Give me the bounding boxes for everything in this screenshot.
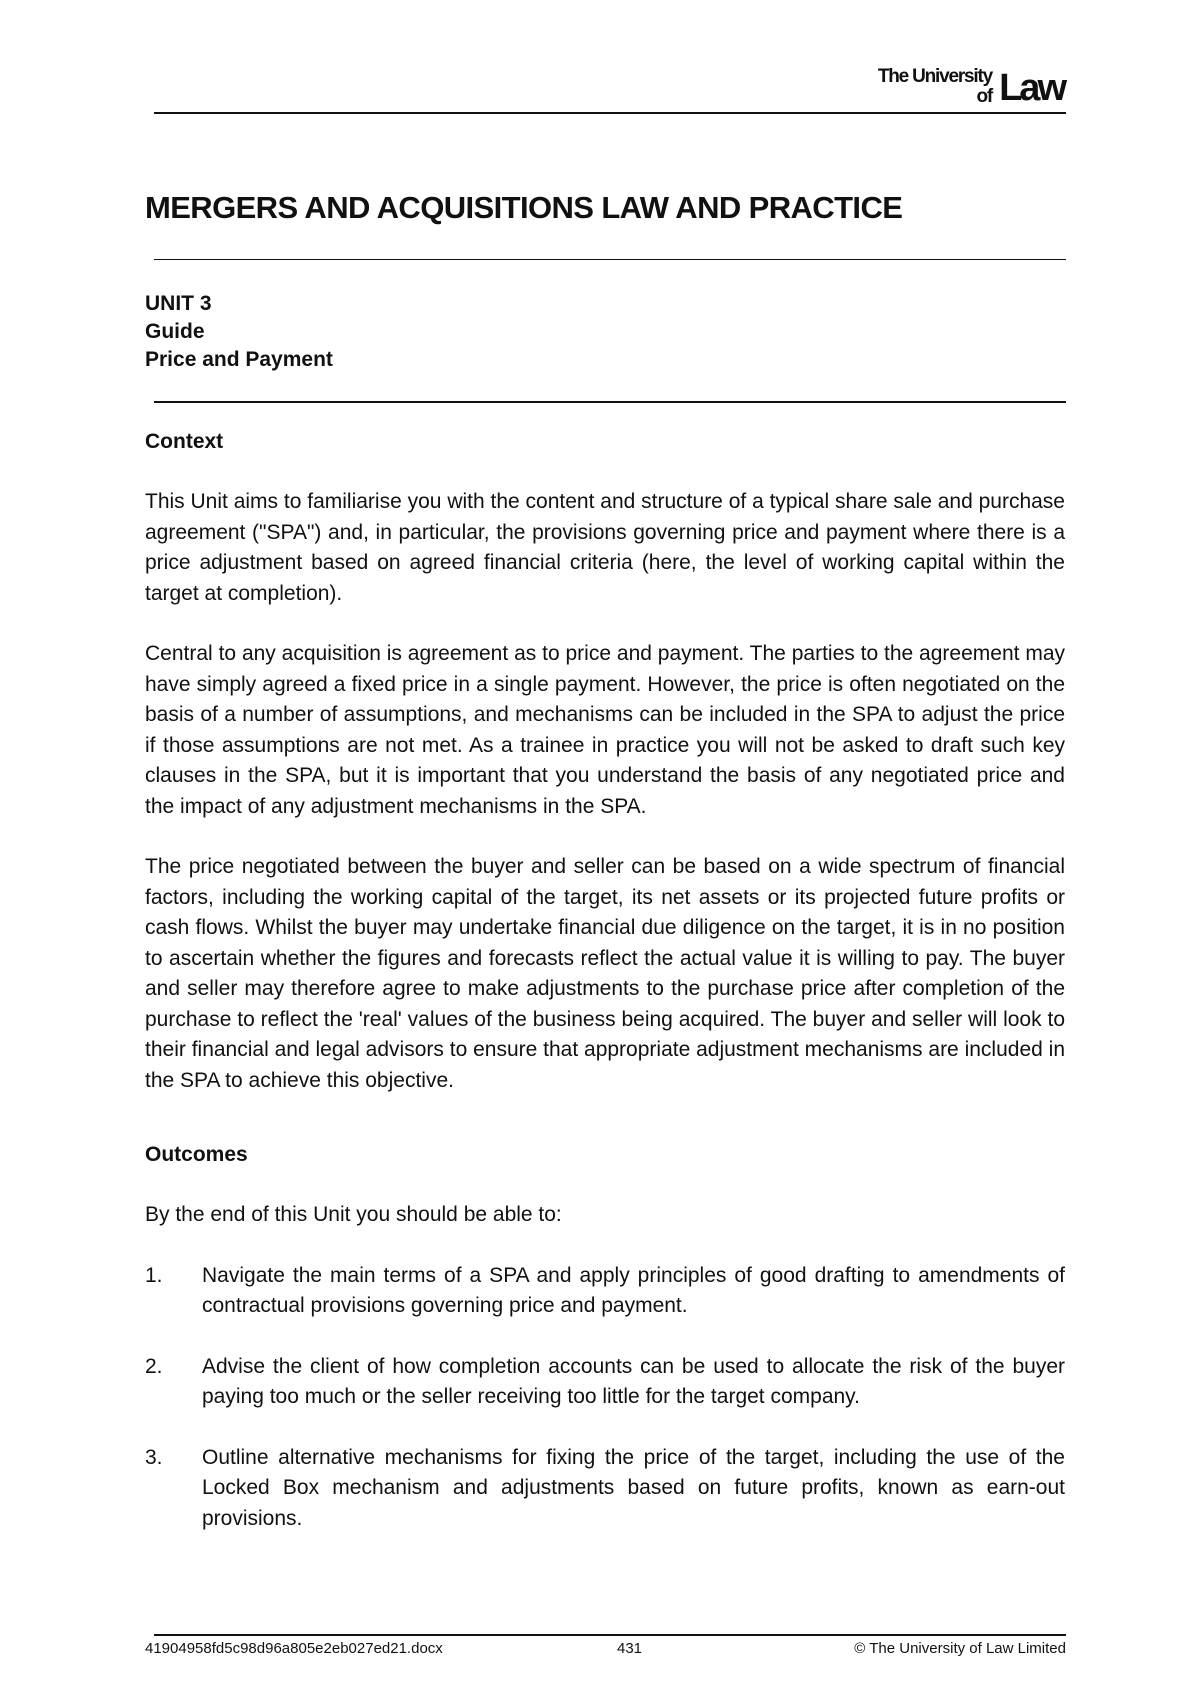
- footer-page-number: 431: [617, 1640, 643, 1657]
- list-item: [145, 1261, 1065, 1322]
- footer-filename: 41904958fd5c98d96a805e2eb027ed21.docx: [145, 1640, 443, 1657]
- header-divider: [154, 112, 1066, 114]
- list-item-text: Outline alternative mechanisms for fixing the price of the target, including the use of the Locked Box mechanism and adjustments based on future profits, known as earn-out provisions.: [202, 1445, 1065, 1530]
- outcomes-list: [145, 1261, 1065, 1535]
- university-of-law-logo: [854, 64, 1064, 108]
- document-title: MERGERS AND ACQUISITIONS LAW AND PRACTICE: [145, 190, 903, 225]
- footer-copyright: © The University of Law Limited: [854, 1640, 1066, 1657]
- unit-info: [145, 290, 333, 374]
- outcomes-heading: Outcomes: [145, 1143, 248, 1166]
- logo-line-2: of: [976, 86, 992, 107]
- list-item-number: 3.: [145, 1445, 163, 1469]
- context-paragraph-2: Central to any acquisition is agreement as to price and payment. The parties to the agreement may have simply agreed a fixed price in a single payment. However, the price is often negotiated on the basis of a number of assumptions, and mechanisms can be included in the SPA to adjust the price if those assumptions are not met. As a trainee in practice you will not be asked to draft such key clauses in the SPA, but it is important that you understand the basis of any negotiated price and the impact of any adjustment mechanisms in the SPA.: [145, 642, 1065, 818]
- logo-line-3: Law: [999, 67, 1064, 109]
- title-divider: [154, 259, 1066, 260]
- footer-divider: [154, 1634, 1066, 1636]
- list-item-text: Navigate the main terms of a SPA and apply principles of good drafting to amendments of contractual provisions governing price and payment.: [202, 1263, 1065, 1317]
- list-item-number: 1.: [145, 1263, 163, 1287]
- list-item-number: 2.: [145, 1354, 163, 1378]
- outcomes-intro: By the end of this Unit you should be able to:: [145, 1203, 562, 1226]
- context-paragraph-1: This Unit aims to familiarise you with the content and structure of a typical share sale and purchase agreement ("SPA") and, in particular, the provisions governing price and payment where there is a price adjustment based on agreed financial criteria (here, the level of working capital within the target at completion).: [145, 490, 1065, 605]
- unit-divider: [154, 401, 1066, 403]
- list-item: [145, 1443, 1065, 1535]
- document-body: [145, 427, 1065, 1564]
- logo-line-1: The University: [877, 66, 992, 87]
- context-paragraph-3: The price negotiated between the buyer and seller can be based on a wide spectrum of financial factors, including the working capital of the target, its net assets or its projected future profits or cash flows. Whilst the buyer may undertake financial due diligence on the target, it is in no position to ascertain whether the figures and forecasts reflect the actual value it is willing to pay. The buyer and seller may therefore agree to make adjustments to the purchase price after completion of the purchase to reflect the 'real' values of the business being acquired. The buyer and seller will look to their financial and legal advisors to ensure that appropriate adjustment mechanisms are included in the SPA to achieve this objective.: [145, 855, 1065, 1092]
- unit-type: Guide: [145, 320, 205, 343]
- unit-topic: Price and Payment: [145, 348, 333, 371]
- list-item-text: Advise the client of how completion accounts can be used to allocate the risk of the buyer paying too much or the seller receiving too little for the target company.: [202, 1354, 1065, 1408]
- unit-number: UNIT 3: [145, 292, 212, 315]
- list-item: [145, 1352, 1065, 1413]
- context-heading: Context: [145, 430, 224, 453]
